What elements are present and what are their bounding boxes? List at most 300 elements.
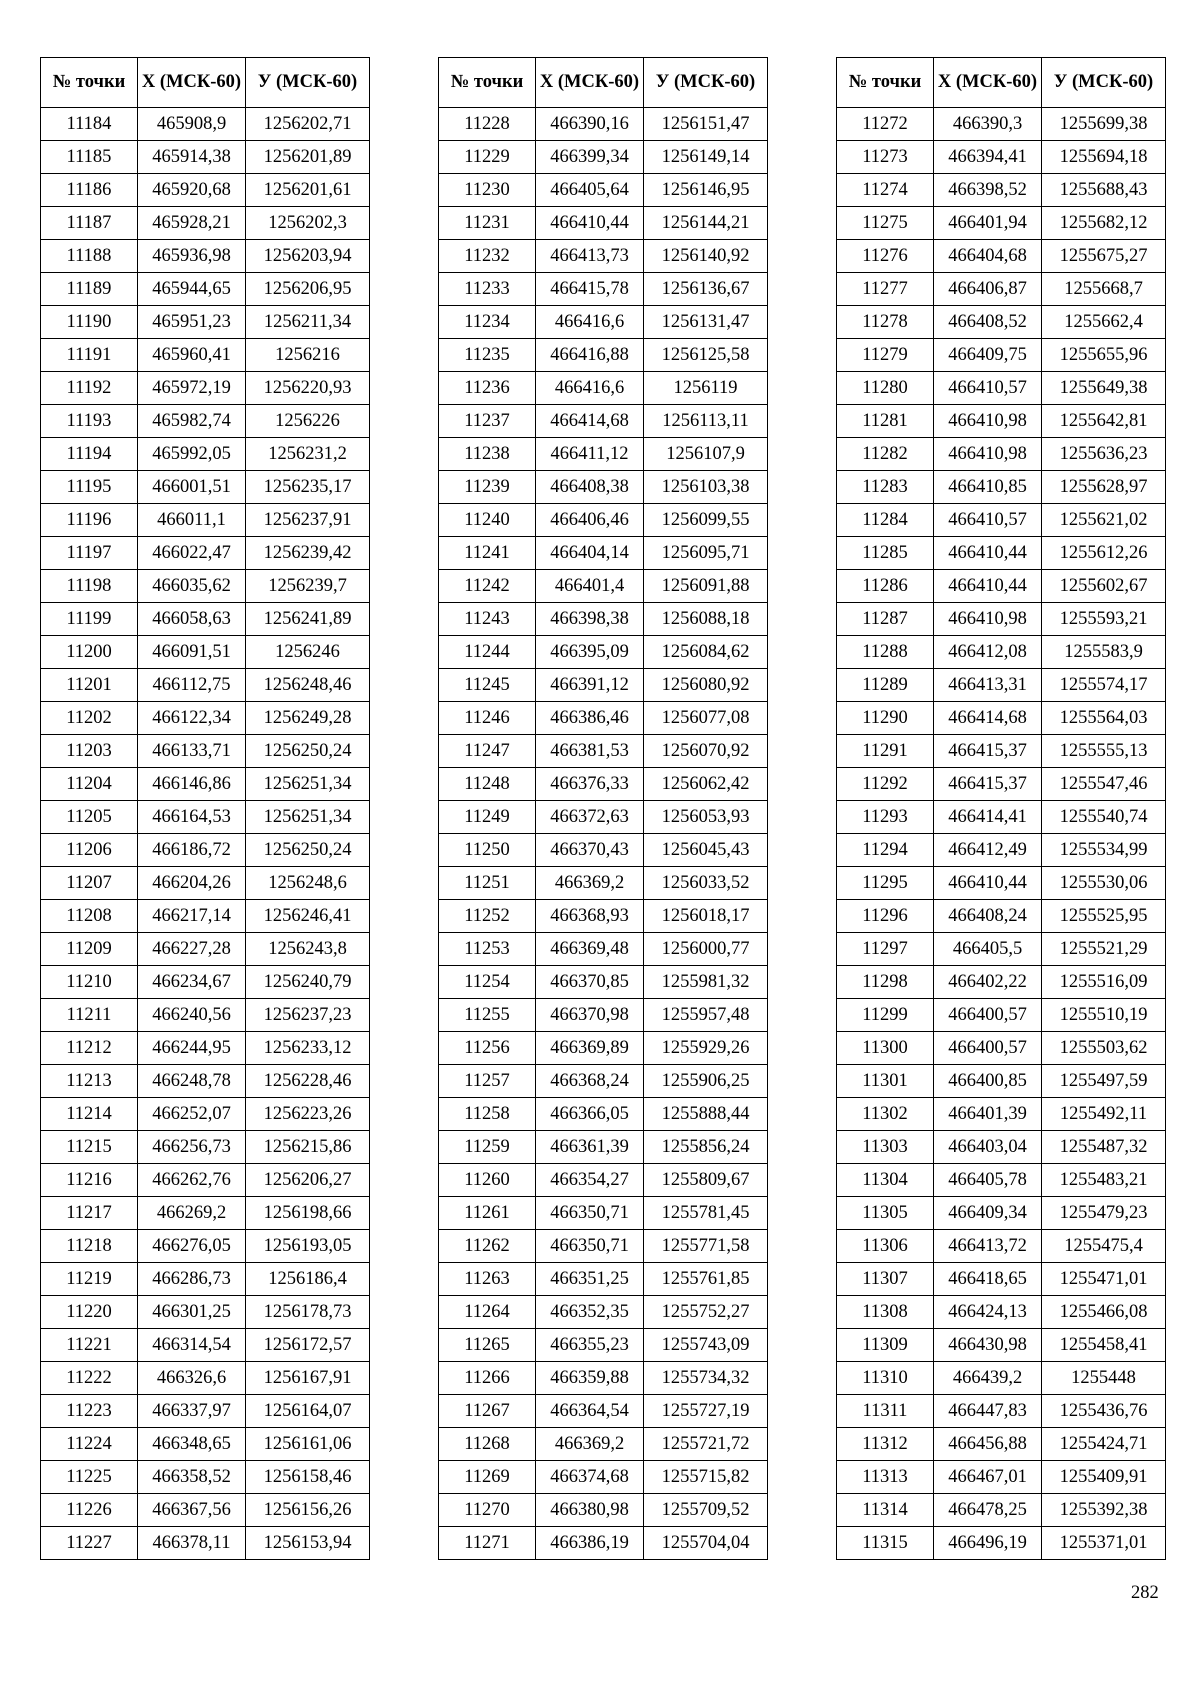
point-number-cell: 11261 <box>439 1197 536 1230</box>
x-coordinate-cell: 466369,2 <box>536 1428 644 1461</box>
x-coordinate-cell: 465936,98 <box>138 240 246 273</box>
y-coordinate-cell: 1255688,43 <box>1042 174 1166 207</box>
y-coordinate-cell: 1255492,11 <box>1042 1098 1166 1131</box>
point-number-cell: 11185 <box>41 141 138 174</box>
point-number-cell: 11283 <box>837 471 934 504</box>
x-coordinate-cell: 466405,78 <box>934 1164 1042 1197</box>
y-coordinate-cell: 1255555,13 <box>1042 735 1166 768</box>
table-row <box>41 273 370 306</box>
y-coordinate-cell: 1255715,82 <box>644 1461 768 1494</box>
point-number-cell: 11211 <box>41 999 138 1032</box>
table-row <box>837 1428 1166 1461</box>
point-number-cell: 11200 <box>41 636 138 669</box>
y-coordinate-cell: 1256084,62 <box>644 636 768 669</box>
x-coordinate-cell: 466386,19 <box>536 1527 644 1560</box>
x-coordinate-cell: 466410,98 <box>934 603 1042 636</box>
x-coordinate-cell: 466276,05 <box>138 1230 246 1263</box>
table-row <box>41 1230 370 1263</box>
table-row <box>837 504 1166 537</box>
point-number-cell: 11304 <box>837 1164 934 1197</box>
table-row <box>837 900 1166 933</box>
table-row <box>439 636 768 669</box>
y-coordinate-cell: 1256243,8 <box>246 933 370 966</box>
y-coordinate-cell: 1255475,4 <box>1042 1230 1166 1263</box>
x-coordinate-cell: 466400,57 <box>934 1032 1042 1065</box>
point-number-cell: 11279 <box>837 339 934 372</box>
y-coordinate-cell: 1256161,06 <box>246 1428 370 1461</box>
y-coordinate-cell: 1256146,95 <box>644 174 768 207</box>
table-row <box>41 504 370 537</box>
x-coordinate-cell: 466367,56 <box>138 1494 246 1527</box>
table-row <box>41 603 370 636</box>
point-number-cell: 11254 <box>439 966 536 999</box>
x-coordinate-cell: 466408,24 <box>934 900 1042 933</box>
y-coordinate-cell: 1256226 <box>246 405 370 438</box>
x-coordinate-cell: 466204,26 <box>138 867 246 900</box>
y-coordinate-cell: 1256237,91 <box>246 504 370 537</box>
point-number-cell: 11194 <box>41 438 138 471</box>
point-number-cell: 11210 <box>41 966 138 999</box>
table-row <box>41 1197 370 1230</box>
y-coordinate-cell: 1256250,24 <box>246 834 370 867</box>
table-row <box>41 405 370 438</box>
x-coordinate-cell: 466381,53 <box>536 735 644 768</box>
x-coordinate-cell: 466413,31 <box>934 669 1042 702</box>
table-row <box>41 1131 370 1164</box>
point-number-cell: 11193 <box>41 405 138 438</box>
x-coordinate-cell: 466314,54 <box>138 1329 246 1362</box>
point-number-cell: 11282 <box>837 438 934 471</box>
point-number-cell: 11188 <box>41 240 138 273</box>
table-row <box>837 1098 1166 1131</box>
x-coordinate-cell: 465951,23 <box>138 306 246 339</box>
x-coordinate-cell: 465972,19 <box>138 372 246 405</box>
point-number-cell: 11245 <box>439 669 536 702</box>
x-coordinate-cell: 466376,33 <box>536 768 644 801</box>
y-coordinate-cell: 1255521,29 <box>1042 933 1166 966</box>
point-number-cell: 11266 <box>439 1362 536 1395</box>
point-number-cell: 11204 <box>41 768 138 801</box>
x-coordinate-cell: 466269,2 <box>138 1197 246 1230</box>
point-number-cell: 11290 <box>837 702 934 735</box>
table-row <box>439 1263 768 1296</box>
y-coordinate-cell: 1255479,23 <box>1042 1197 1166 1230</box>
x-coordinate-cell: 466366,05 <box>536 1098 644 1131</box>
point-number-cell: 11257 <box>439 1065 536 1098</box>
x-coordinate-cell: 466364,54 <box>536 1395 644 1428</box>
x-coordinate-cell: 466390,16 <box>536 108 644 141</box>
table-row <box>41 174 370 207</box>
table-row <box>439 306 768 339</box>
point-number-cell: 11216 <box>41 1164 138 1197</box>
y-coordinate-cell: 1256149,14 <box>644 141 768 174</box>
table-row <box>837 735 1166 768</box>
table-row <box>439 1527 768 1560</box>
point-number-cell: 11312 <box>837 1428 934 1461</box>
y-coordinate-cell: 1255888,44 <box>644 1098 768 1131</box>
y-coordinate-cell: 1255612,26 <box>1042 537 1166 570</box>
y-coordinate-cell: 1255668,7 <box>1042 273 1166 306</box>
point-number-cell: 11186 <box>41 174 138 207</box>
y-coordinate-cell: 1256164,07 <box>246 1395 370 1428</box>
x-coordinate-cell: 466413,72 <box>934 1230 1042 1263</box>
table-row <box>837 966 1166 999</box>
y-coordinate-cell: 1255752,27 <box>644 1296 768 1329</box>
page-number: 282 <box>1131 1583 1159 1603</box>
x-coordinate-cell: 466234,67 <box>138 966 246 999</box>
x-coordinate-cell: 466011,1 <box>138 504 246 537</box>
x-coordinate-cell: 466372,63 <box>536 801 644 834</box>
x-coordinate-cell: 466404,68 <box>934 240 1042 273</box>
table-row <box>837 669 1166 702</box>
table-row <box>439 240 768 273</box>
y-coordinate-cell: 1255510,19 <box>1042 999 1166 1032</box>
y-coordinate-cell: 1256088,18 <box>644 603 768 636</box>
table-row <box>439 1329 768 1362</box>
x-coordinate-cell: 466398,38 <box>536 603 644 636</box>
table-row <box>41 141 370 174</box>
x-coordinate-cell: 466337,97 <box>138 1395 246 1428</box>
table-row <box>41 1329 370 1362</box>
table-row <box>439 1362 768 1395</box>
x-coordinate-cell: 466496,19 <box>934 1527 1042 1560</box>
table-row <box>439 1131 768 1164</box>
table-row <box>439 339 768 372</box>
point-number-cell: 11263 <box>439 1263 536 1296</box>
y-coordinate-cell: 1256113,11 <box>644 405 768 438</box>
y-coordinate-cell: 1255809,67 <box>644 1164 768 1197</box>
coordinates-table-1 <box>40 57 370 1560</box>
x-coordinate-cell: 466400,57 <box>934 999 1042 1032</box>
table-row <box>41 636 370 669</box>
point-number-cell: 11240 <box>439 504 536 537</box>
table-row <box>439 1098 768 1131</box>
table-row <box>41 339 370 372</box>
table-row <box>41 240 370 273</box>
y-coordinate-cell: 1256251,34 <box>246 768 370 801</box>
y-coordinate-cell: 1256125,58 <box>644 339 768 372</box>
x-coordinate-cell: 466405,5 <box>934 933 1042 966</box>
point-number-cell: 11214 <box>41 1098 138 1131</box>
x-coordinate-cell: 466133,71 <box>138 735 246 768</box>
header-point-number: № точки <box>439 58 536 108</box>
table-row <box>41 1296 370 1329</box>
point-number-cell: 11306 <box>837 1230 934 1263</box>
x-coordinate-cell: 465960,41 <box>138 339 246 372</box>
y-coordinate-cell: 1256045,43 <box>644 834 768 867</box>
x-coordinate-cell: 466412,08 <box>934 636 1042 669</box>
header-x-coordinate: Х (МСК-60) <box>138 58 246 108</box>
point-number-cell: 11288 <box>837 636 934 669</box>
x-coordinate-cell: 466369,89 <box>536 1032 644 1065</box>
y-coordinate-cell: 1255487,32 <box>1042 1131 1166 1164</box>
x-coordinate-cell: 466369,2 <box>536 867 644 900</box>
table-row <box>41 900 370 933</box>
y-coordinate-cell: 1256241,89 <box>246 603 370 636</box>
x-coordinate-cell: 466410,44 <box>934 570 1042 603</box>
point-number-cell: 11313 <box>837 1461 934 1494</box>
coordinates-table-2 <box>438 57 768 1560</box>
y-coordinate-cell: 1256251,34 <box>246 801 370 834</box>
x-coordinate-cell: 465992,05 <box>138 438 246 471</box>
point-number-cell: 11291 <box>837 735 934 768</box>
table-row <box>41 1428 370 1461</box>
x-coordinate-cell: 466414,68 <box>934 702 1042 735</box>
y-coordinate-cell: 1256144,21 <box>644 207 768 240</box>
table-row <box>439 471 768 504</box>
y-coordinate-cell: 1256119 <box>644 372 768 405</box>
point-number-cell: 11220 <box>41 1296 138 1329</box>
point-number-cell: 11229 <box>439 141 536 174</box>
x-coordinate-cell: 466413,73 <box>536 240 644 273</box>
point-number-cell: 11271 <box>439 1527 536 1560</box>
y-coordinate-cell: 1255602,67 <box>1042 570 1166 603</box>
table-row <box>439 966 768 999</box>
table-row <box>439 834 768 867</box>
point-number-cell: 11296 <box>837 900 934 933</box>
x-coordinate-cell: 466186,72 <box>138 834 246 867</box>
table-row <box>837 702 1166 735</box>
table-row <box>41 306 370 339</box>
table-row <box>837 1494 1166 1527</box>
x-coordinate-cell: 466326,6 <box>138 1362 246 1395</box>
table-row <box>439 999 768 1032</box>
y-coordinate-cell: 1255636,23 <box>1042 438 1166 471</box>
y-coordinate-cell: 1255458,41 <box>1042 1329 1166 1362</box>
table-row <box>837 570 1166 603</box>
y-coordinate-cell: 1255642,81 <box>1042 405 1166 438</box>
table-row <box>837 1263 1166 1296</box>
x-coordinate-cell: 466404,14 <box>536 537 644 570</box>
y-coordinate-cell: 1255448 <box>1042 1362 1166 1395</box>
y-coordinate-cell: 1256246,41 <box>246 900 370 933</box>
point-number-cell: 11267 <box>439 1395 536 1428</box>
y-coordinate-cell: 1256235,17 <box>246 471 370 504</box>
point-number-cell: 11289 <box>837 669 934 702</box>
x-coordinate-cell: 466022,47 <box>138 537 246 570</box>
x-coordinate-cell: 466240,56 <box>138 999 246 1032</box>
y-coordinate-cell: 1255409,91 <box>1042 1461 1166 1494</box>
y-coordinate-cell: 1256131,47 <box>644 306 768 339</box>
point-number-cell: 11233 <box>439 273 536 306</box>
x-coordinate-cell: 466252,07 <box>138 1098 246 1131</box>
table-row <box>837 1197 1166 1230</box>
point-number-cell: 11184 <box>41 108 138 141</box>
table-row <box>41 207 370 240</box>
y-coordinate-cell: 1256240,79 <box>246 966 370 999</box>
point-number-cell: 11247 <box>439 735 536 768</box>
table-row <box>439 933 768 966</box>
table-row <box>837 1131 1166 1164</box>
point-number-cell: 11208 <box>41 900 138 933</box>
table-row <box>41 933 370 966</box>
table-row <box>837 141 1166 174</box>
x-coordinate-cell: 466301,25 <box>138 1296 246 1329</box>
table-row <box>41 438 370 471</box>
x-coordinate-cell: 466398,52 <box>934 174 1042 207</box>
x-coordinate-cell: 466430,98 <box>934 1329 1042 1362</box>
point-number-cell: 11301 <box>837 1065 934 1098</box>
x-coordinate-cell: 466035,62 <box>138 570 246 603</box>
table-row <box>837 174 1166 207</box>
y-coordinate-cell: 1256178,73 <box>246 1296 370 1329</box>
header-x-coordinate: Х (МСК-60) <box>536 58 644 108</box>
y-coordinate-cell: 1255771,58 <box>644 1230 768 1263</box>
point-number-cell: 11246 <box>439 702 536 735</box>
x-coordinate-cell: 466399,34 <box>536 141 644 174</box>
table-row <box>837 405 1166 438</box>
table-row <box>439 867 768 900</box>
table-row <box>837 867 1166 900</box>
point-number-cell: 11238 <box>439 438 536 471</box>
y-coordinate-cell: 1255503,62 <box>1042 1032 1166 1065</box>
point-number-cell: 11213 <box>41 1065 138 1098</box>
y-coordinate-cell: 1255856,24 <box>644 1131 768 1164</box>
y-coordinate-cell: 1255649,38 <box>1042 372 1166 405</box>
y-coordinate-cell: 1255682,12 <box>1042 207 1166 240</box>
x-coordinate-cell: 466400,85 <box>934 1065 1042 1098</box>
y-coordinate-cell: 1255981,32 <box>644 966 768 999</box>
table-row <box>41 669 370 702</box>
table-row <box>41 702 370 735</box>
y-coordinate-cell: 1255540,74 <box>1042 801 1166 834</box>
y-coordinate-cell: 1255709,52 <box>644 1494 768 1527</box>
y-coordinate-cell: 1256249,28 <box>246 702 370 735</box>
point-number-cell: 11273 <box>837 141 934 174</box>
y-coordinate-cell: 1256231,2 <box>246 438 370 471</box>
table-row <box>41 768 370 801</box>
point-number-cell: 11228 <box>439 108 536 141</box>
table-row <box>439 108 768 141</box>
y-coordinate-cell: 1256172,57 <box>246 1329 370 1362</box>
x-coordinate-cell: 466369,48 <box>536 933 644 966</box>
y-coordinate-cell: 1256211,34 <box>246 306 370 339</box>
x-coordinate-cell: 466406,46 <box>536 504 644 537</box>
y-coordinate-cell: 1256151,47 <box>644 108 768 141</box>
table-row <box>41 999 370 1032</box>
table-row <box>41 1494 370 1527</box>
x-coordinate-cell: 466401,39 <box>934 1098 1042 1131</box>
table-row <box>439 603 768 636</box>
x-coordinate-cell: 466410,44 <box>934 867 1042 900</box>
x-coordinate-cell: 466374,68 <box>536 1461 644 1494</box>
point-number-cell: 11230 <box>439 174 536 207</box>
table-row <box>41 867 370 900</box>
table-row <box>837 999 1166 1032</box>
point-number-cell: 11222 <box>41 1362 138 1395</box>
y-coordinate-cell: 1255371,01 <box>1042 1527 1166 1560</box>
point-number-cell: 11280 <box>837 372 934 405</box>
table-row <box>41 966 370 999</box>
table-row <box>41 834 370 867</box>
point-number-cell: 11242 <box>439 570 536 603</box>
table-row <box>837 1164 1166 1197</box>
point-number-cell: 11215 <box>41 1131 138 1164</box>
point-number-cell: 11310 <box>837 1362 934 1395</box>
x-coordinate-cell: 466350,71 <box>536 1197 644 1230</box>
point-number-cell: 11292 <box>837 768 934 801</box>
table-row <box>837 801 1166 834</box>
point-number-cell: 11268 <box>439 1428 536 1461</box>
x-coordinate-cell: 466414,41 <box>934 801 1042 834</box>
table-row <box>837 207 1166 240</box>
y-coordinate-cell: 1255721,72 <box>644 1428 768 1461</box>
x-coordinate-cell: 466416,6 <box>536 306 644 339</box>
point-number-cell: 11205 <box>41 801 138 834</box>
table-row <box>439 735 768 768</box>
table-row <box>837 1296 1166 1329</box>
point-number-cell: 11224 <box>41 1428 138 1461</box>
table-row <box>837 273 1166 306</box>
x-coordinate-cell: 466410,44 <box>934 537 1042 570</box>
x-coordinate-cell: 466380,98 <box>536 1494 644 1527</box>
y-coordinate-cell: 1255530,06 <box>1042 867 1166 900</box>
y-coordinate-cell: 1256215,86 <box>246 1131 370 1164</box>
y-coordinate-cell: 1255727,19 <box>644 1395 768 1428</box>
x-coordinate-cell: 466112,75 <box>138 669 246 702</box>
x-coordinate-cell: 466456,88 <box>934 1428 1042 1461</box>
header-y-coordinate: У (МСК-60) <box>1042 58 1166 108</box>
table-row <box>837 1461 1166 1494</box>
table-row <box>439 438 768 471</box>
y-coordinate-cell: 1256053,93 <box>644 801 768 834</box>
table-row <box>837 768 1166 801</box>
x-coordinate-cell: 466401,4 <box>536 570 644 603</box>
x-coordinate-cell: 466409,34 <box>934 1197 1042 1230</box>
y-coordinate-cell: 1256223,26 <box>246 1098 370 1131</box>
table-row <box>439 768 768 801</box>
header-y-coordinate: У (МСК-60) <box>644 58 768 108</box>
table-row <box>439 1065 768 1098</box>
x-coordinate-cell: 466386,46 <box>536 702 644 735</box>
y-coordinate-cell: 1256206,95 <box>246 273 370 306</box>
table-row <box>837 1395 1166 1428</box>
point-number-cell: 11298 <box>837 966 934 999</box>
y-coordinate-cell: 1256140,92 <box>644 240 768 273</box>
y-coordinate-cell: 1256203,94 <box>246 240 370 273</box>
x-coordinate-cell: 466401,94 <box>934 207 1042 240</box>
table-row <box>837 537 1166 570</box>
point-number-cell: 11206 <box>41 834 138 867</box>
y-coordinate-cell: 1256136,67 <box>644 273 768 306</box>
point-number-cell: 11190 <box>41 306 138 339</box>
table-row <box>439 504 768 537</box>
x-coordinate-cell: 466409,75 <box>934 339 1042 372</box>
x-coordinate-cell: 466439,2 <box>934 1362 1042 1395</box>
table-row <box>837 636 1166 669</box>
table-row <box>837 108 1166 141</box>
point-number-cell: 11251 <box>439 867 536 900</box>
x-coordinate-cell: 466058,63 <box>138 603 246 636</box>
y-coordinate-cell: 1256186,4 <box>246 1263 370 1296</box>
y-coordinate-cell: 1256158,46 <box>246 1461 370 1494</box>
x-coordinate-cell: 466416,88 <box>536 339 644 372</box>
y-coordinate-cell: 1256198,66 <box>246 1197 370 1230</box>
point-number-cell: 11294 <box>837 834 934 867</box>
x-coordinate-cell: 466256,73 <box>138 1131 246 1164</box>
x-coordinate-cell: 466370,85 <box>536 966 644 999</box>
point-number-cell: 11262 <box>439 1230 536 1263</box>
point-number-cell: 11219 <box>41 1263 138 1296</box>
y-coordinate-cell: 1256248,46 <box>246 669 370 702</box>
table-row <box>439 1395 768 1428</box>
table-row <box>439 372 768 405</box>
table-row <box>439 141 768 174</box>
table-row <box>439 1230 768 1263</box>
point-number-cell: 11236 <box>439 372 536 405</box>
x-coordinate-cell: 465944,65 <box>138 273 246 306</box>
point-number-cell: 11295 <box>837 867 934 900</box>
